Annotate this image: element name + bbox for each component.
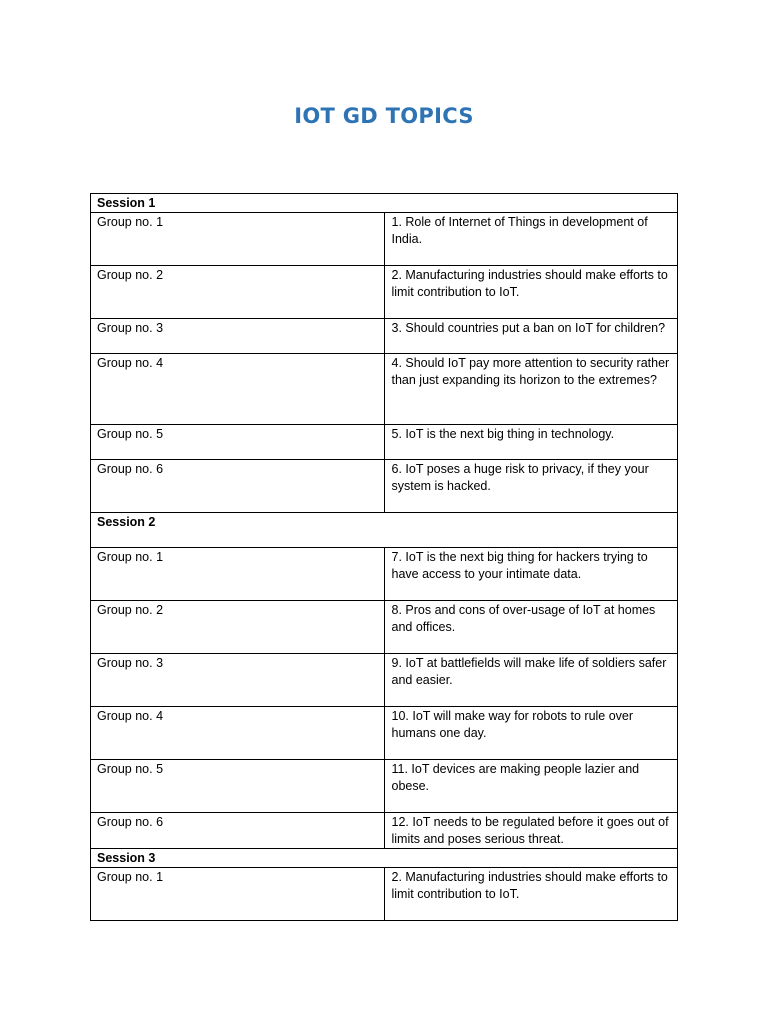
table-row: [91, 601, 678, 654]
session-header-row: [91, 194, 678, 213]
group-cell: Group no. 1: [91, 868, 385, 921]
table-row: [91, 425, 678, 460]
group-cell: Group no. 4: [91, 707, 385, 760]
group-cell: Group no. 2: [91, 601, 385, 654]
group-cell: Group no. 5: [91, 760, 385, 813]
topic-cell: 11. IoT devices are making people lazier and obese.: [384, 760, 678, 813]
session-label: Session 1: [91, 194, 678, 213]
topic-cell: 4. Should IoT pay more attention to security rather than just expanding its horizon to the extremes?: [384, 354, 678, 425]
group-cell: Group no. 6: [91, 460, 385, 513]
topic-cell: 9. IoT at battlefields will make life of soldiers safer and easier.: [384, 654, 678, 707]
topic-cell: 8. Pros and cons of over-usage of IoT at homes and offices.: [384, 601, 678, 654]
group-cell: Group no. 3: [91, 654, 385, 707]
topic-cell: 5. IoT is the next big thing in technology.: [384, 425, 678, 460]
group-cell: Group no. 1: [91, 213, 385, 266]
topics-table: [90, 193, 678, 921]
topic-cell: 1. Role of Internet of Things in development of India.: [384, 213, 678, 266]
table-row: [91, 760, 678, 813]
session-label: Session 3: [91, 849, 678, 868]
topic-cell: 2. Manufacturing industries should make efforts to limit contribution to IoT.: [384, 868, 678, 921]
table-row: [91, 354, 678, 425]
topic-cell: 2. Manufacturing industries should make efforts to limit contribution to IoT.: [384, 266, 678, 319]
topic-cell: 12. IoT needs to be regulated before it goes out of limits and poses serious threat.: [384, 813, 678, 849]
table-row: [91, 548, 678, 601]
group-cell: Group no. 4: [91, 354, 385, 425]
group-cell: Group no. 6: [91, 813, 385, 849]
table-row: [91, 813, 678, 849]
session-label: Session 2: [91, 513, 678, 548]
table-row: [91, 460, 678, 513]
group-cell: Group no. 1: [91, 548, 385, 601]
table-row: [91, 707, 678, 760]
group-cell: Group no. 2: [91, 266, 385, 319]
table-row: [91, 654, 678, 707]
topic-cell: 10. IoT will make way for robots to rule over humans one day.: [384, 707, 678, 760]
topic-cell: 6. IoT poses a huge risk to privacy, if they your system is hacked.: [384, 460, 678, 513]
page-title: IOT GD TOPICS: [294, 104, 474, 128]
session-header-row: [91, 849, 678, 868]
group-cell: Group no. 3: [91, 319, 385, 354]
table-row: [91, 868, 678, 921]
group-cell: Group no. 5: [91, 425, 385, 460]
topic-cell: 7. IoT is the next big thing for hackers trying to have access to your intimate data.: [384, 548, 678, 601]
table-row: [91, 319, 678, 354]
topic-cell: 3. Should countries put a ban on IoT for children?: [384, 319, 678, 354]
session-header-row: [91, 513, 678, 548]
table-row: [91, 266, 678, 319]
table-row: [91, 213, 678, 266]
